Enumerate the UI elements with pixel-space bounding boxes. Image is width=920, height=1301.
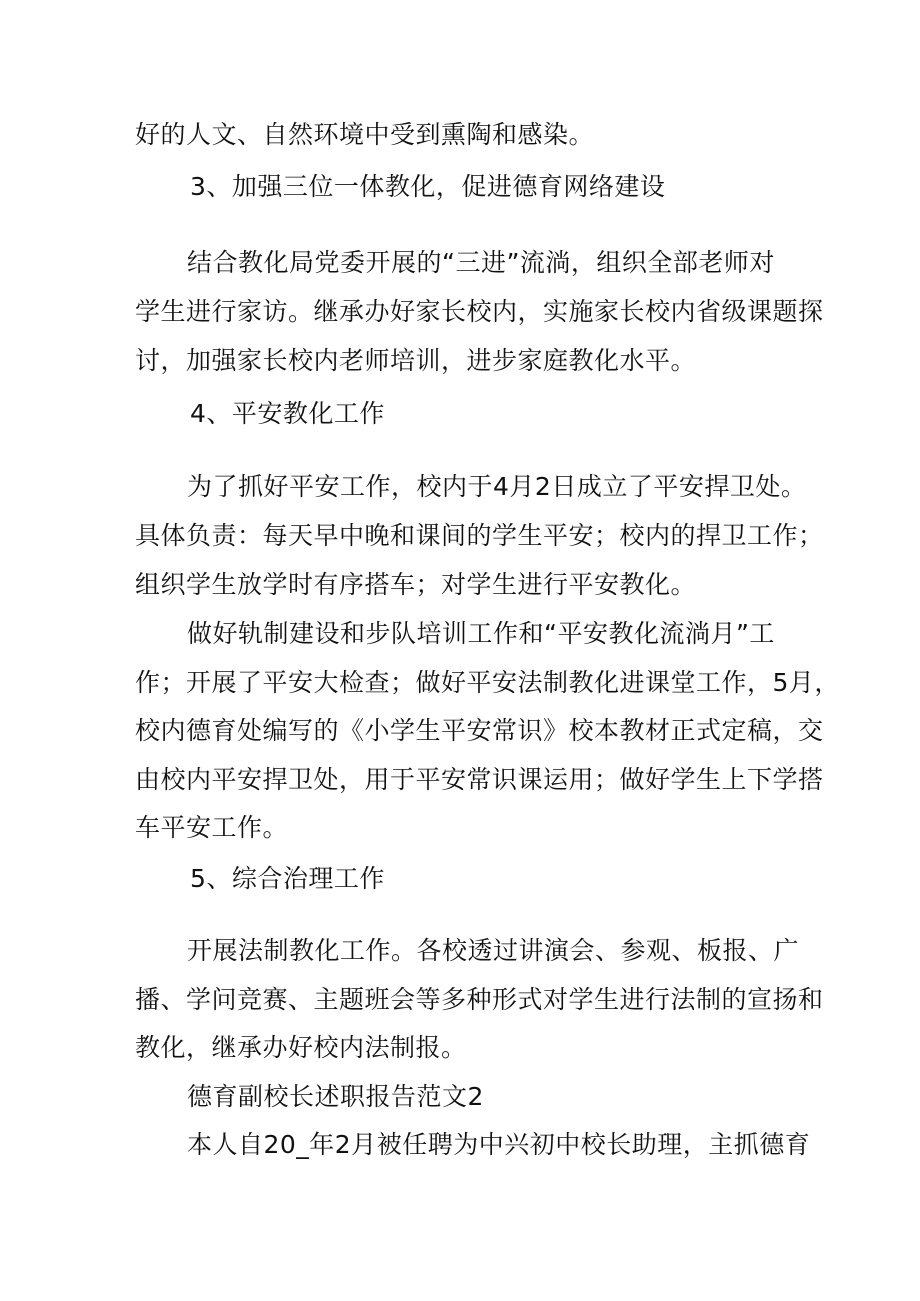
paragraph-line: 教化，继承办好校内法制报。 [135,1033,467,1062]
paragraph-line: 播、学问竞赛、主题班会等多种形式对学生进行法制的宣扬和 [135,985,824,1014]
paragraph-line: 校内德育处编写的《小学生平安常识》校本教材正式定稿，交 [135,716,824,745]
paragraph-line: 本人自20_年2月被任聘为中兴初中校长助理，主抓德育 [187,1130,811,1159]
section-heading-4: 4、平安教化工作 [190,399,385,428]
paragraph-line: 学生进行家访。继承办好家长校内，实施家长校内省级课题探 [135,297,824,326]
paragraph-line: 好的人文、自然环境中受到熏陶和感染。 [135,120,595,149]
section-heading-5: 5、综合治理工作 [190,864,385,893]
paragraph-line: 组织学生放学时有序搭车；对学生进行平安教化。 [135,570,697,599]
section-heading-3: 3、加强三位一体教化，促进德育网络建设 [190,172,666,201]
section-title: 德育副校长述职报告范文2 [187,1082,484,1111]
paragraph-line: 具体负责：每天早中晚和课间的学生平安；校内的捍卫工作； [135,521,824,550]
paragraph-line: 由校内平安捍卫处，用于平安常识课运用；做好学生上下学搭 [135,765,824,794]
paragraph-line: 作；开展了平安大检查；做好平安法制教化进课堂工作，5月， [135,668,840,697]
paragraph-line: 为了抓好平安工作，校内于4月2日成立了平安捍卫处。 [187,472,807,501]
paragraph-line: 做好轨制建设和步队培训工作和“平安教化流淌月”工 [187,619,775,648]
paragraph-line: 讨，加强家长校内老师培训，进步家庭教化水平。 [135,346,697,375]
paragraph-line: 开展法制教化工作。各校透过讲演会、参观、板报、广 [187,936,800,965]
paragraph-line: 车平安工作。 [135,813,289,842]
paragraph-line: 结合教化局党委开展的“三进”流淌，组织全部老师对 [187,248,775,277]
